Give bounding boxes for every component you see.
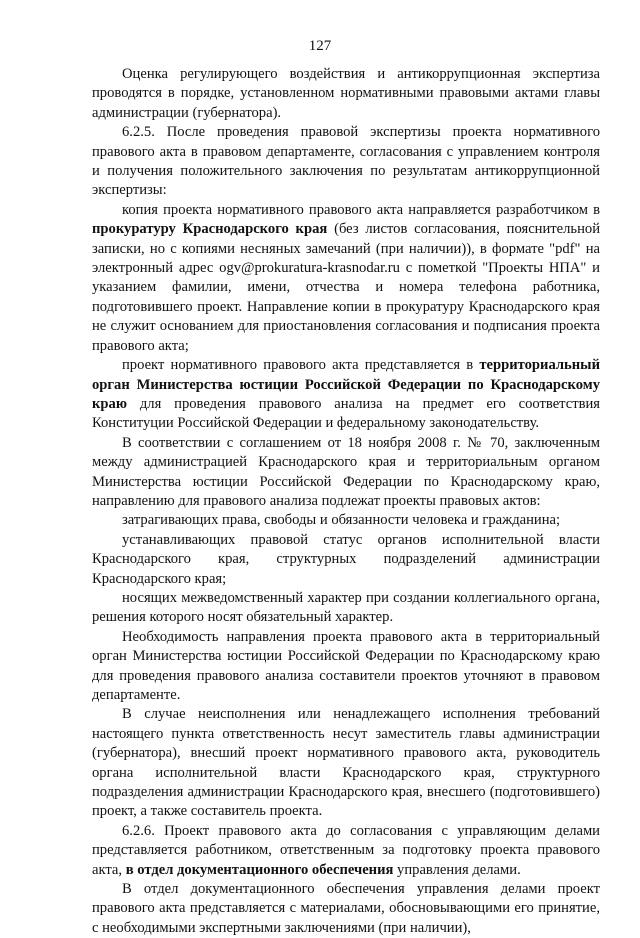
paragraph-list-item-1: затрагивающих права, свободы и обязанности человека и гражданина; [122, 512, 561, 529]
text-run: 6.2.6. Проект правового акта до согласования с управляющим делами представляется работником, ответственным за подготовку проекта правового акта, [92, 822, 600, 878]
document-body [92, 65, 600, 938]
text-run: для проведения правового анализа на предмет его соответствия Конституции Российской Федерации и федеральному законодательству. [92, 395, 600, 432]
text-run: управления делами. [393, 861, 521, 878]
text-run: проект нормативного правового акта представляется в [122, 357, 480, 374]
paragraph-agreement: В соответствии с соглашением от 18 ноября 2008 г. № 70, заключенным между администрацией Краснодарского края и территориальным органом Министерства юстиции Российской Федерации по Краснодарскому краю, направлению для правового анализа подлежат проекты правовых актов: [92, 434, 600, 509]
paragraph-list-item-2: устанавливающих правовой статус органов исполнительной власти Краснодарского края, структурных подразделений администрации Краснодарского края; [92, 531, 600, 587]
paragraph-6-2-6 [92, 822, 600, 880]
bold-justice-ministry: территориальный орган Министерства юстиции Российской Федерации по Краснодарскому краю [92, 357, 600, 412]
bold-prosecutor: прокуратуру Краснодарского края [92, 221, 328, 238]
paragraph-list-item-3: носящих межведомственный характер при создании коллегиального органа, решения которого носят обязательный характер. [92, 589, 600, 626]
text-run: (без листов согласования, пояснительной записки, но с копиями несняных замечаний (при наличии)), в формате "pdf" на электронный адрес ogv@prokuratura-krasnodar.ru с пометкой "Проекты НПА" и указанием фамилии, имени, отчества и номера телефона работника, подготовившего проект. Направление копии в прокуратуру Краснодарского края не служит основанием для приостановления согласования и подписания проекта правового акта; [92, 221, 601, 354]
bold-doc-department: в отдел документационного обеспечения [125, 861, 394, 878]
paragraph-justice-ministry [92, 356, 600, 434]
paragraph-6-2-5: 6.2.5. После проведения правовой экспертизы проекта нормативного правового акта в правовом департаменте, согласования с управлением контроля и получения положительного заключения по результатам антикоррупционной экспертизы: [92, 124, 600, 199]
paragraph-necessity: Необходимость направления проекта правового акта в территориальный орган Министерства юстиции Российской Федерации по Краснодарскому краю для проведения правового анализа составители проектов уточняют в правовом департаменте. [92, 628, 600, 703]
paragraph-1: Оценка регулирующего воздействия и антикоррупционная экспертиза проводятся в порядке, установленном нормативными правовыми актами главы администрации (губернатора). [92, 66, 600, 121]
paragraph-doc-department: В отдел документационного обеспечения управления делами проект правового акта представляется с материалами, обосновывающими его принятие, с необходимыми экспертными заключениями (при наличии), [92, 881, 600, 936]
paragraph-responsibility: В случае неисполнения или ненадлежащего исполнения требований настоящего пункта ответственность несут заместитель главы администрации (губернатора), внесший проект нормативного правового акта, руководитель органа исполнительной власти Краснодарского края, структурного подразделения администрации Краснодарского края, внесшего (подготовившего) проект, а также составитель проекта. [92, 706, 600, 820]
text-run: копия проекта нормативного правового акта направляется разработчиком в [122, 201, 600, 218]
paragraph-prosecutor [92, 201, 600, 356]
page-number: 127 [308, 38, 332, 54]
